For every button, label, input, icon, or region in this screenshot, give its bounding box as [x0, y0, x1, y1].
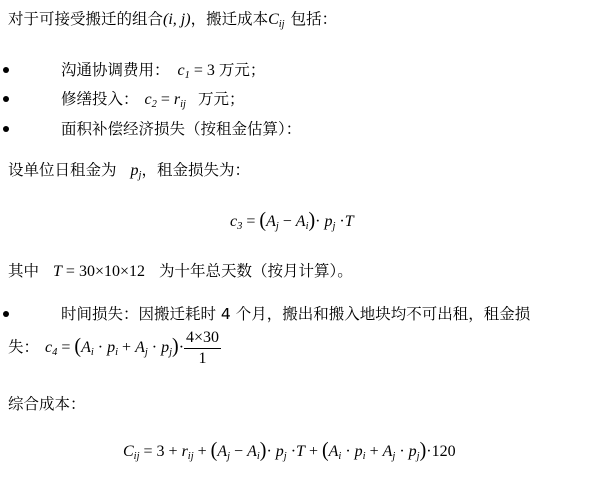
- bullet-dot: [3, 311, 9, 317]
- bullet-dot: [3, 67, 9, 73]
- total-label: 综合成本：: [8, 395, 86, 413]
- item-unit: 万元；: [197, 90, 245, 108]
- list-item: [61, 60, 265, 81]
- fraction: $\frac{4\times 30}{1}$: [186, 328, 220, 367]
- intro-text: 对于可接受搬迁的组合: [8, 10, 164, 28]
- item-label: 修缮投入：: [61, 90, 139, 108]
- list-item: [61, 304, 530, 324]
- item-label: 沟通协调费用：: [61, 61, 170, 79]
- where-formula: T = 30×10×12: [53, 263, 145, 280]
- equation-total: $C_{ij} = 3 + r_{ij} + (A_j - A_i)\cdot p_j \cdot T + (A_i \cdot p_i + A_j \cdot p_j)\cdot 120$: [123, 438, 456, 462]
- where-text: 其中: [8, 262, 40, 280]
- cost-symbol: $C_{ij}$: [268, 11, 285, 30]
- item-formula: $c_1 = 3$: [177, 62, 219, 81]
- rent-line: [8, 160, 250, 181]
- time-loss-text: 时间损失：因搬迁耗时 4 个月，搬出和搬入地块均不可出租，租金损: [61, 305, 531, 323]
- rent-text: 设单位日租金为: [8, 161, 117, 179]
- bullet-dot: [3, 96, 9, 102]
- intro-text-3: 包括：: [290, 10, 338, 28]
- rent-text-2: ，租金损失为：: [141, 161, 250, 179]
- intro-line: [8, 9, 337, 30]
- rent-variable: $p_j$: [130, 162, 142, 181]
- time-loss-formula-line: [8, 327, 221, 368]
- where-text-2: 为十年总天数（按月计算）。: [159, 262, 353, 280]
- item-formula: $c_2 = r_{ij}$: [144, 91, 186, 110]
- bullet-dot: [3, 126, 9, 132]
- time-loss-text-cont: 失：: [8, 338, 40, 356]
- pair-expression: (i, j): [163, 11, 191, 28]
- intro-text-2: ，搬迁成本: [190, 10, 269, 28]
- equation-c3: $c_3 = (A_j - A_i)\cdot p_j \cdot T$: [230, 208, 354, 232]
- time-loss-formula: $c_4 = (A_i \cdot p_i + A_j \cdot p_j)\cdot$ $\frac{4\times 30}{1}$: [45, 328, 220, 367]
- list-item: [61, 119, 301, 139]
- item-unit: 万元；: [218, 61, 266, 79]
- list-item: [61, 89, 245, 110]
- where-line: [8, 261, 353, 282]
- item-label: 面积补偿经济损失（按租金估算）：: [61, 120, 302, 138]
